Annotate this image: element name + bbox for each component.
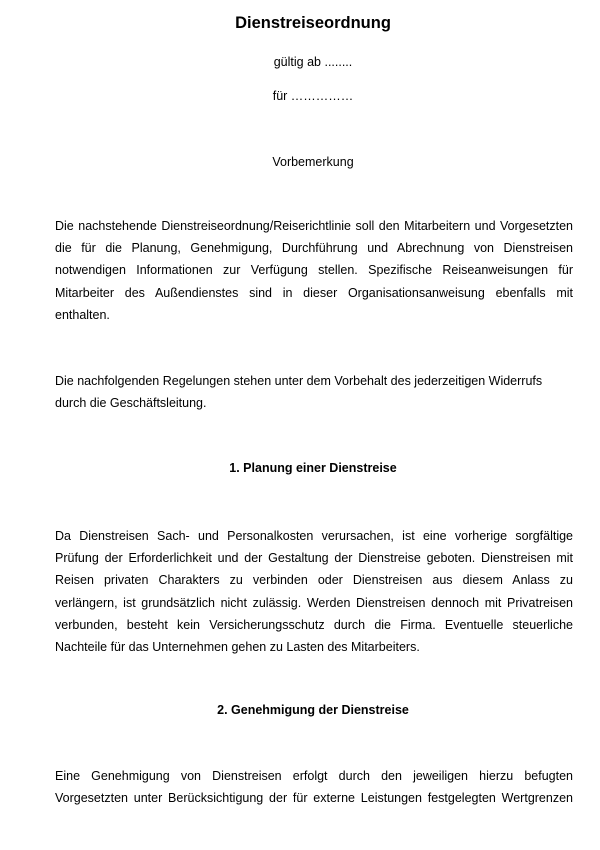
paragraph-line: Da Dienstreisen Sach- und Personalkosten verursachen, ist eine vorherige sorgfältige — [55, 529, 573, 543]
paragraph-line: verlängern, ist grundsätzlich nicht zulässig. Werden Dienstreisen dennoch mit Privatreisen — [55, 595, 573, 610]
paragraph-line: enthalten. — [55, 307, 110, 322]
valid-from-line: gültig ab ........ — [273, 55, 353, 69]
for-line: für …………… — [272, 89, 354, 103]
paragraph-line: Nachteile für das Unternehmen gehen zu Lasten des Mitarbeiters. — [55, 639, 420, 654]
preface-heading: Vorbemerkung — [272, 155, 354, 169]
paragraph-line: durch die Geschäftsleitung. — [55, 396, 207, 411]
preface-paragraph-2 — [55, 370, 573, 414]
section-2-heading: 2. Genehmigung der Dienstreise — [217, 703, 409, 717]
paragraph-line: die für die Planung, Genehmigung, Durchführung und Abrechnung von Dienstreisen — [55, 241, 573, 256]
paragraph-line: Eine Genehmigung von Dienstreisen erfolgt durch den jeweiligen hierzu befugten — [55, 769, 573, 783]
paragraph-line: Prüfung der Erforderlichkeit und der Gestaltung der Dienstreise geboten. Dienstreisen mit — [55, 551, 573, 566]
paragraph-line: Mitarbeiter des Außendienstes sind in dieser Organisationsanweisung ebenfalls mit — [55, 285, 573, 300]
paragraph-line: Vorgesetzten unter Berücksichtigung der für externe Leistungen festgelegten Wertgrenzen — [55, 791, 573, 806]
paragraph-line: Reisen privaten Charakters zu verbinden oder Dienstreisen aus diesem Anlass zu — [55, 573, 573, 588]
preface-paragraph-1 — [55, 215, 573, 326]
paragraph-line: verbunden, besteht kein Versicherungsschutz durch die Firma. Eventuelle steuerliche — [55, 617, 573, 632]
section-1-heading: 1. Planung einer Dienstreise — [229, 461, 397, 475]
section-2-paragraph — [55, 765, 573, 809]
paragraph-line: Die nachfolgenden Regelungen stehen unter dem Vorbehalt des jederzeitigen Widerrufs — [55, 374, 543, 388]
paragraph-line: Die nachstehende Dienstreiseordnung/Reiserichtlinie soll den Mitarbeitern und Vorgesetzten — [55, 219, 573, 233]
section-1-paragraph — [55, 525, 573, 658]
paragraph-line: notwendigen Informationen zur Verfügung stellen. Spezifische Reiseanweisungen für — [55, 263, 573, 278]
document-title: Dienstreiseordnung — [235, 14, 391, 32]
